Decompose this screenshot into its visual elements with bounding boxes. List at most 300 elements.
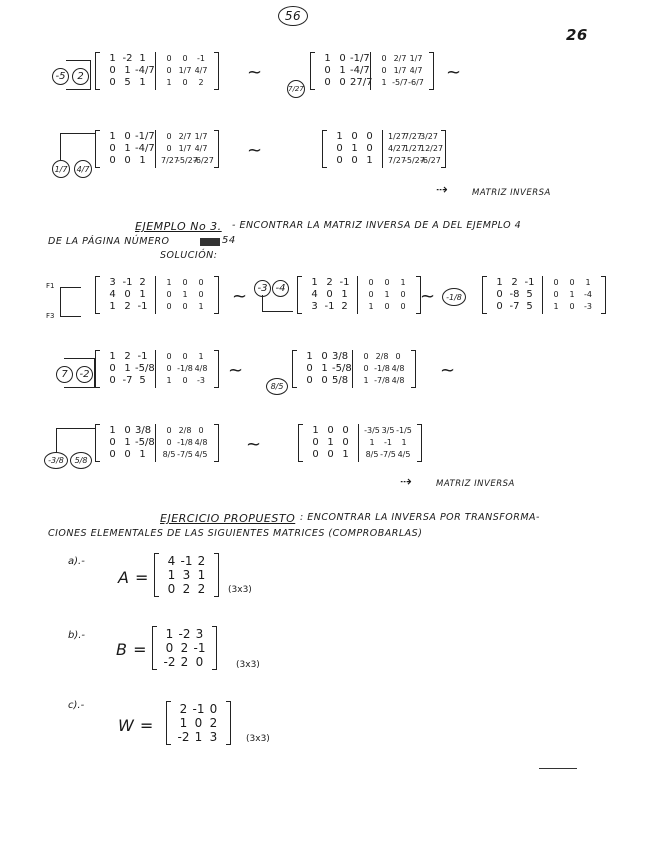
matrix-cell: 5 xyxy=(526,301,533,312)
matrix-cell: 0 xyxy=(109,143,116,154)
matrix-cell: 2/8 xyxy=(178,426,192,435)
matrix-cell: -1 xyxy=(193,641,206,655)
matrix-cell: 0 xyxy=(384,302,390,311)
matrix-cell: 4/5 xyxy=(194,450,208,459)
matrix-row xyxy=(492,289,537,301)
matrix-s1-3 xyxy=(95,130,219,168)
matrix-cell: 0 xyxy=(351,131,358,142)
exercise-title: EJERCICIO PROPUESTO xyxy=(160,512,296,525)
matrix-cell: 1 xyxy=(342,449,349,460)
inverse-label: MATRIZ INVERSA xyxy=(472,188,551,198)
matrix-cell: -6/7 xyxy=(408,78,424,87)
row-op-circle: 4/7 xyxy=(74,160,92,178)
matrix-cell: 2 xyxy=(180,655,189,669)
matrix-cell: 1 xyxy=(553,302,559,311)
matrix-row xyxy=(176,716,221,730)
matrix-row xyxy=(388,143,444,155)
matrix-cell: 5 xyxy=(124,77,131,88)
redaction-mark xyxy=(200,238,220,246)
matrix-s1-1 xyxy=(95,52,219,90)
example-text: DE LA PÁGINA NÚMERO xyxy=(48,236,170,247)
matrix-cell: 8/5 xyxy=(162,450,176,459)
matrix-cell: 4/7 xyxy=(194,66,208,75)
equivalence-tilde: ~ xyxy=(247,62,263,83)
matrix-cell: 1 xyxy=(109,53,116,64)
matrix-cell: 0 xyxy=(326,289,333,300)
matrix-cell: 2/7 xyxy=(393,54,407,63)
matrix-cell: 0 xyxy=(124,155,131,166)
matrix-s1-2 xyxy=(310,52,434,90)
row-op-circle: -1/8 xyxy=(442,288,466,306)
matrix-cell: 7/27 xyxy=(404,132,422,141)
matrix-cell: 0 xyxy=(124,131,131,142)
matrix-row xyxy=(363,277,411,289)
matrix-a xyxy=(154,553,219,597)
matrix-cell: 2 xyxy=(124,301,131,312)
matrix-bracket xyxy=(417,424,422,462)
matrix-cell: 1 xyxy=(139,155,146,166)
matrix-bracket xyxy=(212,626,217,670)
row-op-circle: -5 xyxy=(52,68,69,85)
matrix-cell: -6/27 xyxy=(420,156,441,165)
matrix-row xyxy=(364,437,412,449)
matrix-cell: 1 xyxy=(327,437,334,448)
matrix-bracket xyxy=(429,52,434,90)
row-op-circle: 1/7 xyxy=(52,160,70,178)
matrix-cell: 1 xyxy=(109,131,116,142)
matrix-cell: -5/7 xyxy=(392,78,408,87)
matrix-bracket xyxy=(441,130,446,168)
matrix-row xyxy=(358,375,406,387)
matrix-e3-1 xyxy=(95,276,219,314)
matrix-cell: 0 xyxy=(165,641,174,655)
matrix-cell: 1 xyxy=(336,131,343,142)
matrix-cell: 3/27 xyxy=(420,132,438,141)
matrix-row xyxy=(105,131,155,143)
matrix-cell: -7/5 xyxy=(380,450,396,459)
row-op-circle: 2 xyxy=(72,68,89,85)
example-title: EJEMPLO No 3. xyxy=(135,220,222,233)
matrix-cell: 0 xyxy=(306,375,313,386)
matrix-cell: 2 xyxy=(198,78,204,87)
matrix-cell: 0 xyxy=(182,78,188,87)
matrix-bracket xyxy=(214,553,219,597)
matrix-row xyxy=(161,375,209,387)
exercise-text: : ENCONTRAR LA INVERSA POR TRANSFORMA- xyxy=(300,512,540,523)
matrix-row xyxy=(105,65,155,77)
matrix-cell: -1 xyxy=(339,277,350,288)
matrix-cell: 2 xyxy=(209,716,218,730)
arrow-icon: ⇢ xyxy=(400,474,412,490)
matrix-cell: 3 xyxy=(195,627,204,641)
matrix-row xyxy=(376,77,424,89)
equivalence-tilde: ~ xyxy=(232,286,248,307)
matrix-bracket xyxy=(214,424,219,462)
matrix-cell: 1 xyxy=(369,438,375,447)
matrix-row xyxy=(105,155,150,167)
matrix-cell: 0 xyxy=(366,143,373,154)
matrix-cell: 0 xyxy=(109,65,116,76)
matrix-row xyxy=(105,449,150,461)
matrix-cell: 1 xyxy=(166,278,172,287)
matrix-e3-6 xyxy=(95,424,219,462)
matrix-bracket xyxy=(214,350,219,388)
matrix-cell: 0 xyxy=(198,278,204,287)
matrix-row xyxy=(308,437,353,449)
matrix-row xyxy=(161,437,209,449)
matrix-cell: 1 xyxy=(381,78,387,87)
matrix-cell: 0 xyxy=(342,437,349,448)
matrix-cell: 0 xyxy=(198,426,204,435)
matrix-cell: 0 xyxy=(166,352,172,361)
matrix-row xyxy=(105,425,150,437)
matrix-row xyxy=(164,582,209,596)
matrix-cell: 1 xyxy=(139,53,146,64)
matrix-cell: 1 xyxy=(312,425,319,436)
matrix-cell: 0 xyxy=(312,449,319,460)
matrix-cell: -4/7 xyxy=(350,65,370,76)
matrix-cell: 2 xyxy=(341,301,348,312)
matrix-cell: 0 xyxy=(166,438,172,447)
matrix-cell: 1 xyxy=(366,155,373,166)
matrix-row xyxy=(492,277,537,289)
matrix-cell: 0 xyxy=(496,289,503,300)
matrix-cell: 0 xyxy=(363,352,369,361)
matrix-cell: 8/5 xyxy=(365,450,379,459)
matrix-cell: -5/27 xyxy=(404,156,425,165)
matrix-cell: 0 xyxy=(553,290,559,299)
matrix-cell: -8 xyxy=(509,289,520,300)
matrix-cell: -4 xyxy=(584,290,592,299)
matrix-cell: 1 xyxy=(306,351,313,362)
matrix-row xyxy=(105,277,150,289)
matrix-cell: 0 xyxy=(124,289,131,300)
matrix-row xyxy=(376,65,424,77)
matrix-cell: -1 xyxy=(384,438,392,447)
matrix-cell: -2 xyxy=(178,627,191,641)
matrix-cell: 5 xyxy=(526,289,533,300)
matrix-cell: 2 xyxy=(139,277,146,288)
matrix-cell: 0 xyxy=(182,54,188,63)
matrix-cell: 3 xyxy=(311,301,318,312)
matrix-cell: 1 xyxy=(384,290,390,299)
matrix-cell: 1/27 xyxy=(404,144,422,153)
matrix-cell: -7/8 xyxy=(374,376,390,385)
matrix-row xyxy=(364,449,412,461)
matrix-cell: 3 xyxy=(109,277,116,288)
row-op-arrow xyxy=(60,133,95,160)
row-op-circle: 5/8 xyxy=(70,452,92,469)
matrix-row xyxy=(492,301,537,313)
matrix-cell: 4/8 xyxy=(194,364,208,373)
matrix-row xyxy=(161,289,209,301)
matrix-cell: -1 xyxy=(524,277,535,288)
equivalence-tilde: ~ xyxy=(228,360,244,381)
matrix-cell: 4/7 xyxy=(409,66,423,75)
matrix-cell: 0 xyxy=(395,352,401,361)
exercise-text: CIONES ELEMENTALES DE LAS SIGUIENTES MATRICES (COMPROBARLAS) xyxy=(48,528,423,539)
matrix-cell: -1/8 xyxy=(374,364,390,373)
matrix-row xyxy=(320,65,370,77)
matrix-cell: 0 xyxy=(182,278,188,287)
matrix-name: B = xyxy=(116,640,147,659)
matrix-cell: 1/7 xyxy=(178,66,192,75)
matrix-cell: -1 xyxy=(324,301,335,312)
matrix-cell: 4/5 xyxy=(397,450,411,459)
matrix-row xyxy=(105,437,155,449)
matrix-cell: 0 xyxy=(351,155,358,166)
matrix-cell: 0 xyxy=(339,77,346,88)
item-label: a).- xyxy=(68,556,85,567)
matrix-cell: 0 xyxy=(166,364,172,373)
row-swap-arrow xyxy=(60,287,81,317)
matrix-cell: 2 xyxy=(179,702,188,716)
matrix-cell: 1/7 xyxy=(178,144,192,153)
matrix-row xyxy=(105,351,150,363)
matrix-row xyxy=(105,375,150,387)
matrix-cell: -1/7 xyxy=(135,131,155,142)
matrix-cell: 0 xyxy=(166,290,172,299)
matrix-cell: 1 xyxy=(198,352,204,361)
matrix-cell: 1 xyxy=(311,277,318,288)
matrix-cell: 2 xyxy=(197,554,206,568)
matrix-cell: 1 xyxy=(124,65,131,76)
matrix-cell: 1 xyxy=(341,289,348,300)
matrix-row xyxy=(105,363,155,375)
matrix-cell: 0 xyxy=(368,278,374,287)
matrix-cell: 2/8 xyxy=(375,352,389,361)
matrix-row xyxy=(302,351,347,363)
matrix-row xyxy=(161,143,209,155)
matrix-cell: 0 xyxy=(109,375,116,386)
matrix-s1-4 xyxy=(322,130,446,168)
matrix-e3-2 xyxy=(297,276,421,314)
matrix-cell: 1 xyxy=(194,730,203,744)
matrix-cell: 0 xyxy=(109,77,116,88)
matrix-row xyxy=(548,301,596,313)
matrix-cell: 0 xyxy=(109,155,116,166)
matrix-row xyxy=(548,277,596,289)
matrix-cell: 1 xyxy=(198,302,204,311)
matrix-cell: -2 xyxy=(177,730,190,744)
row-op-circle: -4 xyxy=(272,280,289,297)
matrix-cell: 0 xyxy=(569,302,575,311)
matrix-row xyxy=(332,143,377,155)
equivalence-tilde: ~ xyxy=(247,140,263,161)
matrix-row xyxy=(388,131,436,143)
matrix-cell: 0 xyxy=(109,437,116,448)
matrix-cell: 0 xyxy=(400,302,406,311)
matrix-row xyxy=(307,277,352,289)
arrow-icon: ⇢ xyxy=(436,182,448,198)
matrix-cell: 4 xyxy=(167,554,176,568)
matrix-cell: 0 xyxy=(400,290,406,299)
matrix-bracket xyxy=(214,130,219,168)
matrix-e3-3 xyxy=(482,276,606,314)
matrix-cell: 0 xyxy=(569,278,575,287)
matrix-cell: 0 xyxy=(109,449,116,460)
matrix-row xyxy=(161,351,209,363)
matrix-cell: -1/7 xyxy=(350,53,370,64)
matrix-cell: 1 xyxy=(179,716,188,730)
matrix-cell: -1 xyxy=(192,702,205,716)
matrix-name: W = xyxy=(118,716,154,735)
matrix-cell: 0 xyxy=(324,65,331,76)
matrix-cell: 0 xyxy=(167,582,176,596)
matrix-cell: 7/27 xyxy=(388,156,406,165)
matrix-cell: 0 xyxy=(166,66,172,75)
matrix-cell: 1 xyxy=(124,143,131,154)
matrix-cell: -2 xyxy=(163,655,176,669)
matrix-cell: 0 xyxy=(336,155,343,166)
matrix-cell: -5/27 xyxy=(177,156,198,165)
matrix-cell: 0 xyxy=(182,352,188,361)
matrix-e3-7 xyxy=(298,424,422,462)
equivalence-tilde: ~ xyxy=(440,360,456,381)
matrix-cell: 5 xyxy=(139,375,146,386)
matrix-cell: 4/7 xyxy=(194,144,208,153)
matrix-cell: -1 xyxy=(137,301,148,312)
row-op-arrow xyxy=(56,428,95,453)
matrix-name: A = xyxy=(118,568,149,587)
matrix-cell: 2/7 xyxy=(178,132,192,141)
matrix-row xyxy=(161,53,209,65)
matrix-cell: 0 xyxy=(327,425,334,436)
matrix-cell: 1/27 xyxy=(388,132,406,141)
matrix-cell: 0 xyxy=(321,375,328,386)
matrix-row xyxy=(161,363,209,375)
matrix-cell: 2 xyxy=(180,641,189,655)
matrix-cell: 0 xyxy=(368,290,374,299)
matrix-row xyxy=(364,425,412,437)
matrix-cell: 3/8 xyxy=(135,425,152,436)
matrix-row xyxy=(105,143,155,155)
matrix-cell: 0 xyxy=(321,351,328,362)
equivalence-tilde: ~ xyxy=(246,434,262,455)
equivalence-tilde: ~ xyxy=(420,286,436,307)
matrix-cell: -1 xyxy=(137,351,148,362)
matrix-row xyxy=(358,363,406,375)
matrix-cell: 4/27 xyxy=(388,144,406,153)
matrix-row xyxy=(548,289,596,301)
matrix-cell: 1 xyxy=(167,568,176,582)
matrix-cell: 0 xyxy=(496,301,503,312)
matrix-cell: 0 xyxy=(209,702,218,716)
matrix-cell: -1 xyxy=(180,554,193,568)
matrix-cell: 1 xyxy=(165,627,174,641)
matrix-cell: -4/7 xyxy=(135,65,155,76)
matrix-cell: 0 xyxy=(339,53,346,64)
row-op-circle: -2 xyxy=(76,366,93,383)
matrix-cell: 0 xyxy=(384,278,390,287)
matrix-row xyxy=(358,351,406,363)
matrix-cell: 0 xyxy=(166,302,172,311)
matrix-cell: -2 xyxy=(122,53,133,64)
matrix-bracket xyxy=(601,276,606,314)
matrix-cell: 1 xyxy=(351,143,358,154)
item-label: c).- xyxy=(68,700,85,711)
row-op-circle: 8/5 xyxy=(266,378,288,395)
matrix-cell: 2 xyxy=(124,351,131,362)
matrix-cell: -1 xyxy=(197,54,205,63)
matrix-bracket xyxy=(214,52,219,90)
matrix-cell: 1 xyxy=(139,77,146,88)
matrix-row xyxy=(363,301,411,313)
matrix-row xyxy=(302,363,352,375)
matrix-cell: 0 xyxy=(342,425,349,436)
matrix-cell: 1 xyxy=(109,351,116,362)
matrix-row xyxy=(161,449,209,461)
matrix-cell: -5/8 xyxy=(135,437,155,448)
matrix-cell: 1 xyxy=(166,78,172,87)
matrix-cell: 0 xyxy=(306,363,313,374)
matrix-row xyxy=(308,425,353,437)
matrix-cell: 0 xyxy=(324,77,331,88)
matrix-row xyxy=(320,53,370,65)
matrix-cell: 1 xyxy=(321,363,328,374)
matrix-row xyxy=(105,301,150,313)
page-number: 26 xyxy=(566,26,588,44)
matrix-cell: 1 xyxy=(368,302,374,311)
matrix-row xyxy=(176,702,221,716)
matrix-cell: -7 xyxy=(122,375,133,386)
matrix-row xyxy=(164,554,209,568)
row-op-arrow xyxy=(262,295,293,312)
matrix-e3-5 xyxy=(292,350,416,388)
row-op-circle: 7/27 xyxy=(287,80,305,98)
row-op-circle: -3/8 xyxy=(44,452,68,469)
matrix-cell: 12/27 xyxy=(420,144,444,153)
equivalence-tilde: ~ xyxy=(446,62,462,83)
matrix-cell: 1 xyxy=(339,65,346,76)
matrix-row xyxy=(105,289,150,301)
matrix-cell: -7 xyxy=(509,301,520,312)
matrix-cell: 1 xyxy=(197,568,206,582)
row-op-circle: -3 xyxy=(254,280,271,297)
matrix-cell: 1/7 xyxy=(194,132,208,141)
matrix-cell: 1 xyxy=(400,278,406,287)
matrix-row xyxy=(388,155,441,167)
matrix-cell: 0 xyxy=(182,376,188,385)
matrix-row xyxy=(164,568,209,582)
example-text: - ENCONTRAR LA MATRIZ INVERSA DE A DEL EJEMPLO 4 xyxy=(232,220,522,231)
matrix-cell: 0 xyxy=(109,363,116,374)
matrix-cell: 0 xyxy=(553,278,559,287)
matrix-cell: 1 xyxy=(569,290,575,299)
matrix-cell: 4/8 xyxy=(391,376,405,385)
matrix-cell: 0 xyxy=(366,131,373,142)
matrix-cell: 2 xyxy=(511,277,518,288)
matrix-cell: -1/5 xyxy=(396,426,412,435)
matrix-cell: 1 xyxy=(496,277,503,288)
matrix-cell: 2 xyxy=(326,277,333,288)
page-reference: 54 xyxy=(222,235,236,246)
item-label: b).- xyxy=(68,630,86,641)
matrix-row xyxy=(162,655,207,669)
matrix-cell: 3 xyxy=(209,730,218,744)
matrix-dims: (3x3) xyxy=(246,734,270,744)
page-stamp: 56 xyxy=(278,6,308,26)
matrix-cell: 0 xyxy=(381,54,387,63)
matrix-b xyxy=(152,626,217,670)
matrix-cell: 1 xyxy=(139,449,146,460)
matrix-cell: 1 xyxy=(585,278,591,287)
matrix-cell: 4/8 xyxy=(194,438,208,447)
matrix-cell: 4/8 xyxy=(391,364,405,373)
matrix-cell: 27/7 xyxy=(350,77,373,88)
matrix-row xyxy=(105,77,150,89)
matrix-cell: 1 xyxy=(182,290,188,299)
